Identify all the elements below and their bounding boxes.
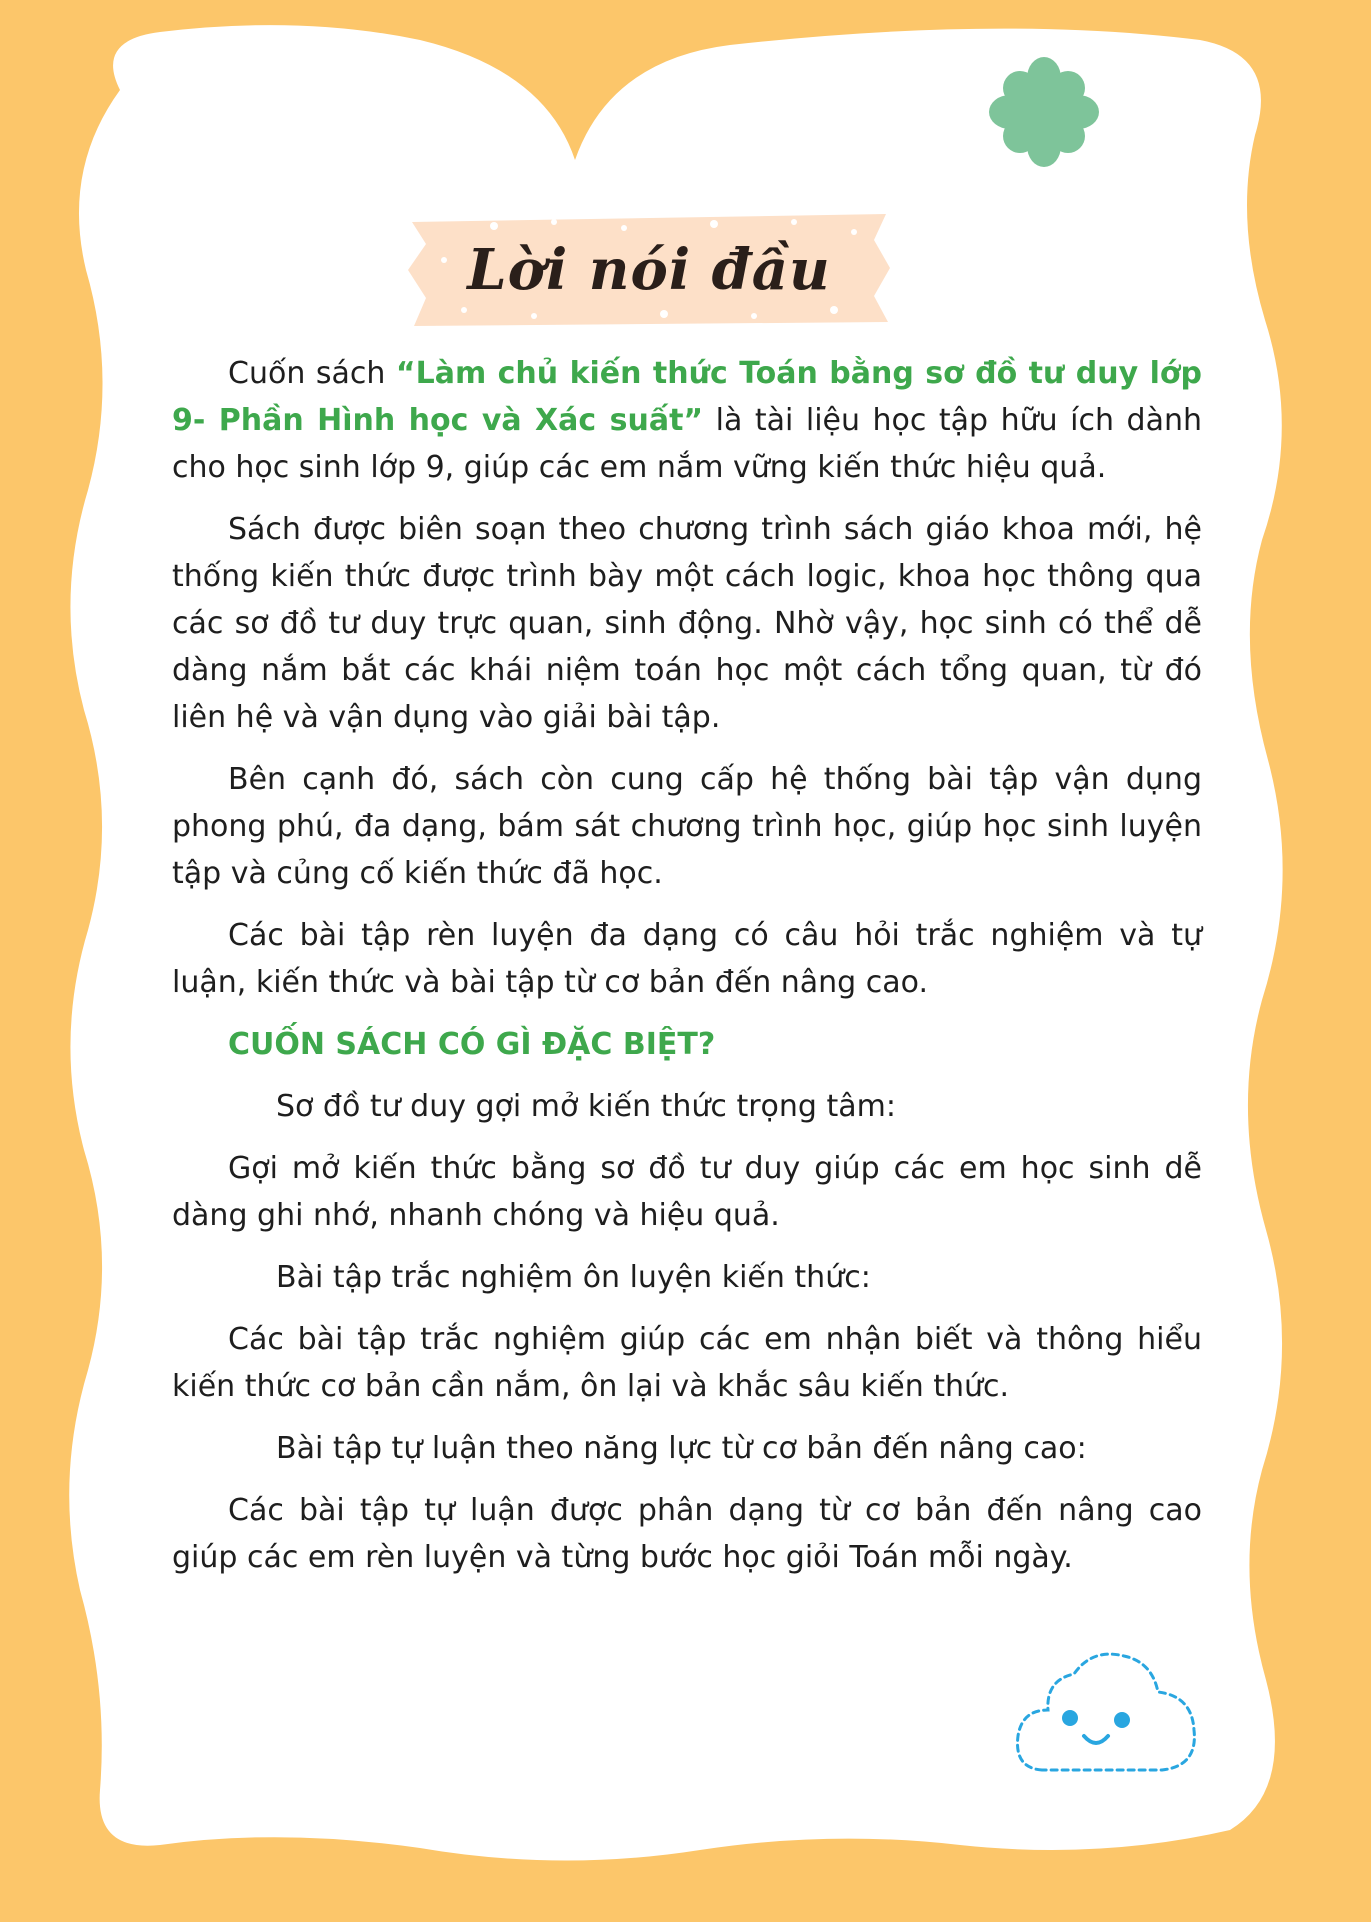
paragraph: Bên cạnh đó, sách còn cung cấp hệ thống bài tập vận dụng phong phú, đa dạng, bám sát chương trình học, giúp học sinh luyện tập và củng cố kiến thức đã học. xyxy=(172,762,1202,891)
paragraph: Các bài tập rèn luyện đa dạng có câu hỏi trắc nghiệm và tự luận, kiến thức và bài tập từ cơ bản đến nâng cao. xyxy=(172,918,1202,1000)
special-heading: CUỐN SÁCH CÓ GÌ ĐẶC BIỆT? xyxy=(228,1027,716,1062)
smiling-cloud-icon xyxy=(1012,1640,1212,1780)
feature-text: Gợi mở kiến thức bằng sơ đồ tư duy giúp các em học sinh dễ dàng ghi nhớ, nhanh chóng và hiệu quả. xyxy=(172,1151,1202,1233)
feature-title: Bài tập trắc nghiệm ôn luyện kiến thức: xyxy=(276,1260,871,1295)
intro-rest: là tài liệu học tập hữu ích dành cho học sinh lớp 9, giúp các em nắm vững kiến thức hiệu quả. xyxy=(172,403,1202,485)
paragraph: Sách được biên soạn theo chương trình sách giáo khoa mới, hệ thống kiến thức được trình bày một cách logic, khoa học thông qua các sơ đồ tư duy trực quan, sinh động. Nhờ vậy, học sinh có thể dễ dàng nắm bắt các khái niệm toán học một cách tổng quan, từ đó liên hệ và vận dụng vào giải bài tập. xyxy=(172,512,1202,735)
green-flower-icon xyxy=(988,56,1100,168)
intro-lead: Cuốn sách xyxy=(228,356,396,391)
book-title: “Làm chủ kiến thức Toán bằng sơ đồ tư duy lớp 9- Phần Hình học và Xác suất” xyxy=(172,356,1202,438)
feature-title: Sơ đồ tư duy gợi mở kiến thức trọng tâm: xyxy=(276,1089,896,1124)
preface-body xyxy=(172,350,1202,1596)
intro-paragraph xyxy=(172,350,1202,491)
title-banner xyxy=(404,210,894,330)
feature-text: Các bài tập tự luận được phân dạng từ cơ bản đến nâng cao giúp các em rèn luyện và từng bước học giỏi Toán mỗi ngày. xyxy=(172,1493,1202,1575)
page-title: Lời nói đầu xyxy=(467,237,831,303)
feature-title: Bài tập tự luận theo năng lực từ cơ bản đến nâng cao: xyxy=(276,1431,1087,1466)
feature-text: Các bài tập trắc nghiệm giúp các em nhận biết và thông hiểu kiến thức cơ bản cần nắm, ôn lại và khắc sâu kiến thức. xyxy=(172,1322,1202,1404)
